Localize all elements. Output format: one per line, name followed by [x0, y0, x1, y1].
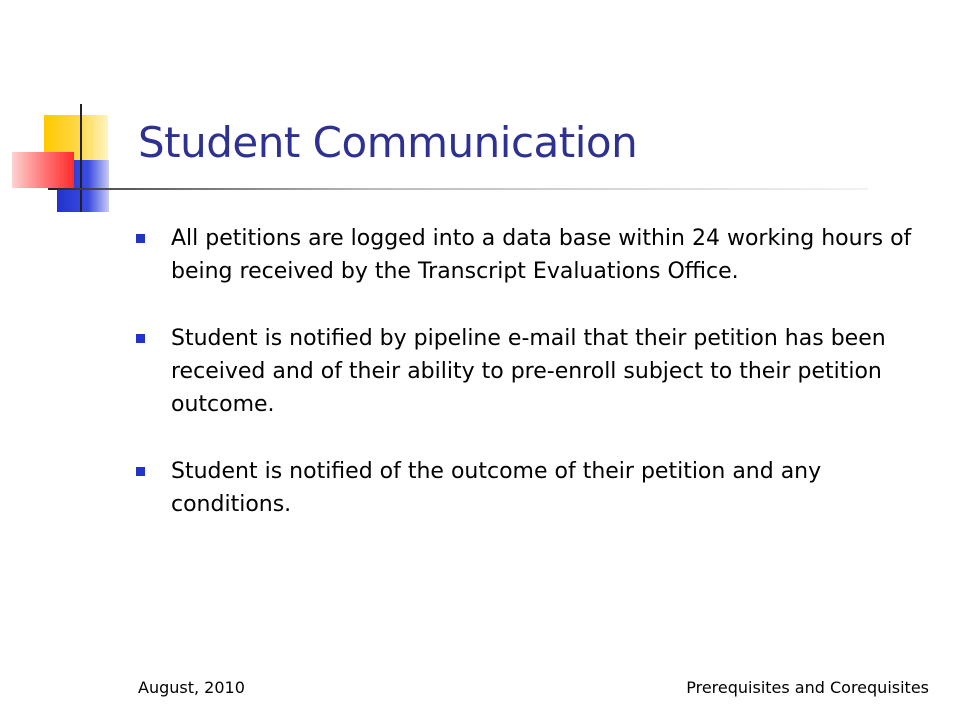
- title-underline-rule: [48, 188, 868, 190]
- bullet-text: All petitions are logged into a data base within 24 working hours of being received by the Transcript Evaluations Office.: [171, 226, 912, 284]
- square-bullet-icon: [136, 334, 145, 343]
- bullet-item: [136, 455, 936, 521]
- bullet-item: [136, 222, 936, 288]
- bullet-item: [136, 322, 936, 421]
- bullet-text: Student is notified of the outcome of their petition and any conditions.: [171, 459, 822, 517]
- footer-date: August, 2010: [138, 678, 245, 697]
- footer-presentation-title: Prerequisites and Corequisites: [686, 678, 929, 697]
- square-bullet-icon: [136, 467, 145, 476]
- vertical-rule-decoration: [80, 104, 82, 212]
- red-square-decoration: [12, 152, 74, 188]
- decorative-logo: [0, 0, 140, 220]
- square-bullet-icon: [136, 234, 145, 243]
- bullet-text: Student is notified by pipeline e-mail that their petition has been received and of their ability to pre-enroll subject to their petition outcome.: [171, 326, 886, 417]
- slide-title: Student Communication: [138, 118, 638, 167]
- bullet-list: [136, 222, 936, 555]
